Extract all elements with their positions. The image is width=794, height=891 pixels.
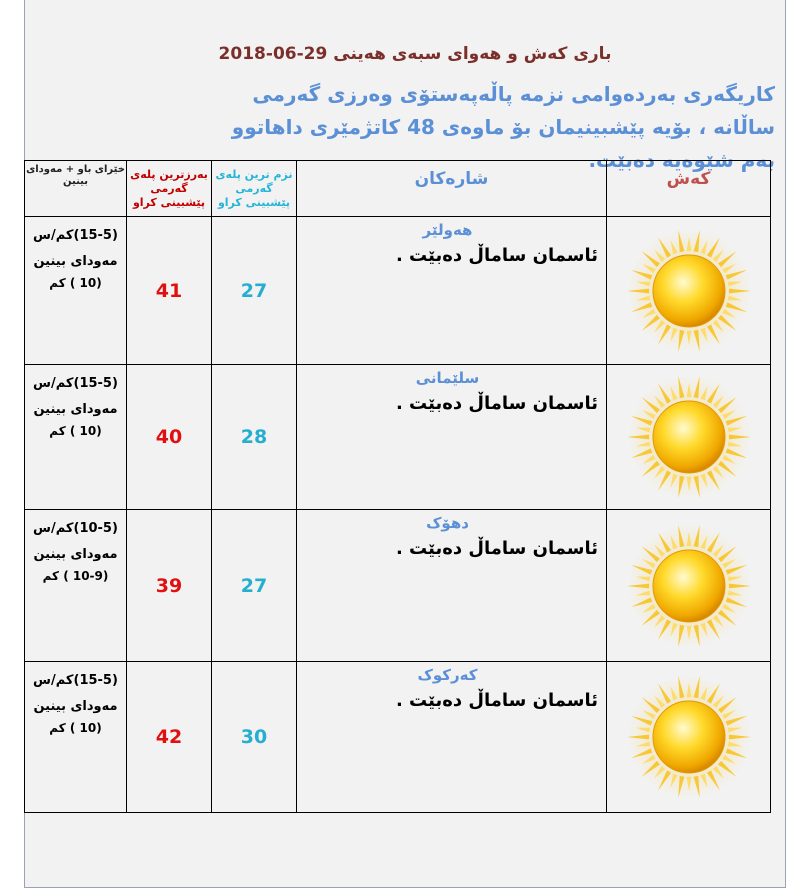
weather-description: ئاسمان ساماڵ دەبێت .: [395, 393, 598, 414]
forecast-intro: کاریگەری بەردەوامی نزمە پاڵەپەستۆی وەرزی گەرمی ساڵانە ، بۆیە پێشبینیمان بۆ ماوەی 48 کاتژمێری داهاتوو بەم شێوەیە دەبێت.: [231, 82, 775, 172]
city-cell: [297, 217, 607, 365]
visibility-label: مەودای بینین: [33, 547, 118, 562]
table-row: [25, 662, 771, 813]
min-temp: 30: [212, 662, 297, 813]
visibility-value: (10 ) کم: [49, 276, 102, 290]
header-wind: خێرای باو + مەودای بینین: [25, 161, 127, 217]
visibility-label: مەودای بینین: [33, 402, 118, 417]
weather-icon-cell: [607, 662, 771, 813]
header-cities: شارەکان: [297, 161, 607, 217]
visibility-label: مەودای بینین: [33, 254, 118, 269]
header-weather: کەش: [607, 161, 771, 217]
weather-description: ئاسمان ساماڵ دەبێت .: [395, 245, 598, 266]
wind-cell: [25, 217, 127, 365]
weather-icon-cell: [607, 510, 771, 662]
wind-cell: [25, 510, 127, 662]
weather-description: ئاسمان ساماڵ دەبێت .: [395, 538, 598, 559]
sun-icon: [624, 372, 754, 502]
max-temp: 39: [127, 510, 212, 662]
city-cell: [297, 510, 607, 662]
header-min-temp: نزم ترین پلەی گەرمی پێشبینی کراو: [212, 161, 297, 217]
table-row: [25, 510, 771, 662]
header-max-temp: بەرزترین پلەی گەرمی پێشبینی کراو: [127, 161, 212, 217]
forecast-table: [24, 160, 771, 813]
wind-speed: (15-5)کم/س: [33, 228, 118, 243]
visibility-value: (10-9 ) کم: [42, 569, 109, 583]
sun-icon: [624, 521, 754, 651]
sun-icon: [624, 226, 754, 356]
weather-icon-cell: [607, 217, 771, 365]
city-name: سلێمانی: [415, 369, 480, 387]
min-temp: 27: [212, 217, 297, 365]
table-row: [25, 365, 771, 510]
visibility-value: (10 ) کم: [49, 424, 102, 438]
city-name: دهۆک: [426, 514, 469, 532]
city-name: کەرکوک: [417, 666, 478, 684]
min-temp: 27: [212, 510, 297, 662]
max-temp: 40: [127, 365, 212, 510]
max-temp: 42: [127, 662, 212, 813]
sun-icon: [624, 672, 754, 802]
city-name: هەولێر: [422, 221, 473, 239]
page-title: باری کەش و هەوای سبەی هەینی 29-06-2018: [218, 44, 612, 64]
table-header-row: [25, 161, 771, 217]
weather-description: ئاسمان ساماڵ دەبێت .: [395, 690, 598, 711]
min-temp: 28: [212, 365, 297, 510]
wind-cell: [25, 662, 127, 813]
visibility-value: (10 ) کم: [49, 721, 102, 735]
city-cell: [297, 365, 607, 510]
weather-icon-cell: [607, 365, 771, 510]
wind-speed: (10-5)کم/س: [33, 521, 118, 536]
wind-speed: (15-5)کم/س: [33, 673, 118, 688]
max-temp: 41: [127, 217, 212, 365]
visibility-label: مەودای بینین: [33, 699, 118, 714]
wind-speed: (15-5)کم/س: [33, 376, 118, 391]
table-row: [25, 217, 771, 365]
wind-cell: [25, 365, 127, 510]
city-cell: [297, 662, 607, 813]
